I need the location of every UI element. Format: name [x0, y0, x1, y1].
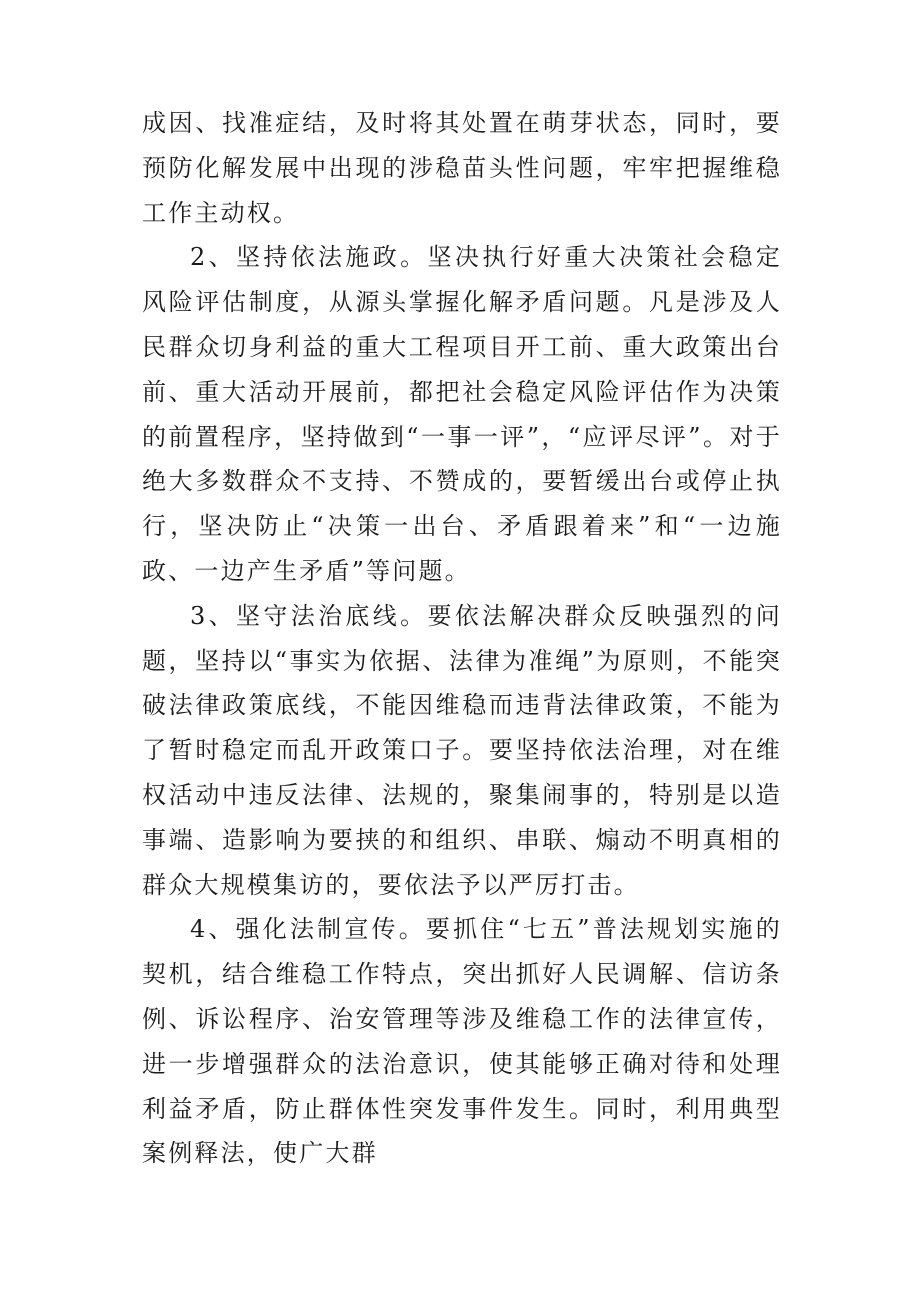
- paragraph-legal-publicity: 4、强化法制宣传。要抓住“七五”普法规划实施的契机，结合维稳工作特点，突出抓好人民调解、信访条例、诉讼程序、治安管理等涉及维稳工作的法律宣传，进一步增强群众的法治意识，使其能够正确对待和处理利益矛盾，防止群体性突发事件发生。同时，利用典型案例释法，使广大群: [142, 915, 782, 1168]
- paragraph-continued: 成因、找准症结，及时将其处置在萌芽状态，同时，要预防化解发展中出现的涉稳苗头性问题，牢牢把握维稳工作主动权。: [142, 109, 782, 227]
- paragraph-legal-bottom-line: 3、坚守法治底线。要依法解决群众反映强烈的问题，坚持以“事实为依据、法律为准绳”为原则，不能突破法律政策底线，不能因维稳而违背法律政策，不能为了暂时稳定而乱开政策口子。要坚持依法治理，对在维权活动中违反法律、法规的，聚集闹事的，特别是以造事端、造影响为要挟的和组织、串联、煽动不明真相的群众大规模集访的，要依法予以严厉打击。: [142, 601, 782, 899]
- paragraph-rule-of-law-governance: 2、坚持依法施政。坚决执行好重大决策社会稳定风险评估制度，从源头掌握化解矛盾问题。凡是涉及人民群众切身利益的重大工程项目开工前、重大政策出台前、重大活动开展前，都把社会稳定风险评估作为决策的前置程序，坚持做到“一事一评”，“应评尽评”。对于绝大多数群众不支持、不赞成的，要暂缓出台或停止执行，坚决防止“决策一出台、矛盾跟着来”和“一边施政、一边产生矛盾”等问题。: [142, 243, 782, 585]
